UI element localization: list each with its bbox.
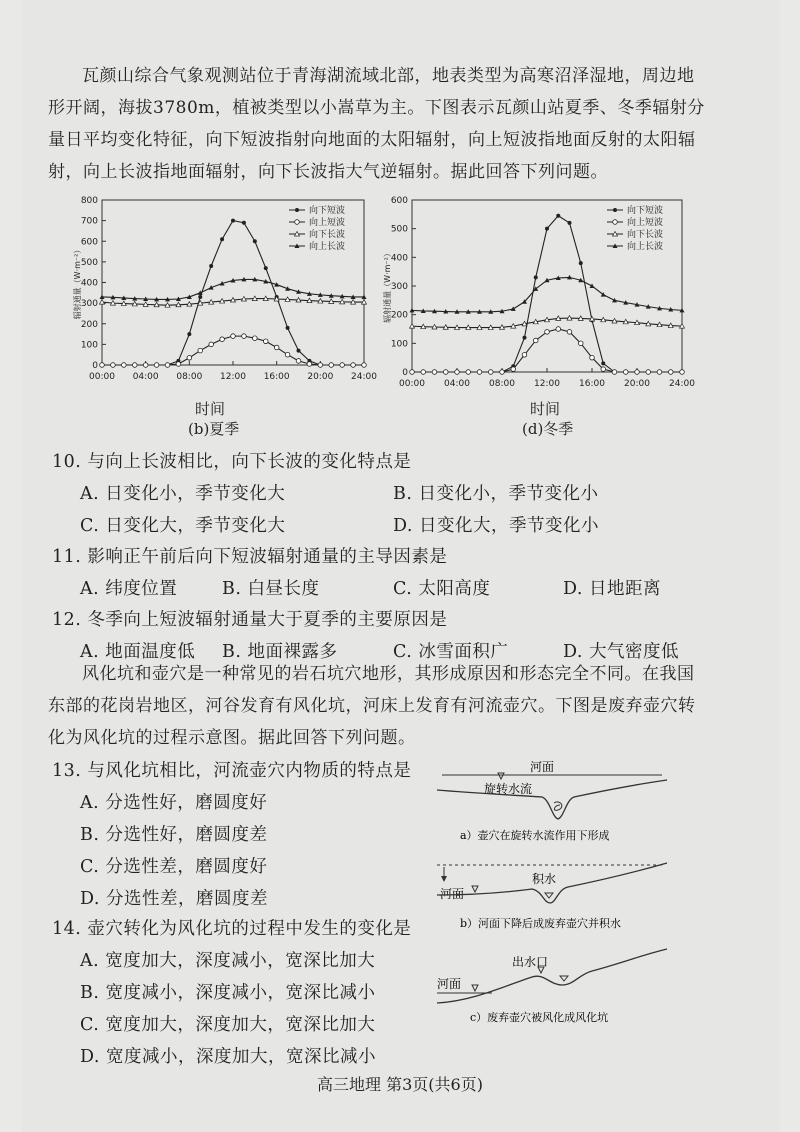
a-caption: a）壶穴在旋转水流作用下形成	[460, 829, 610, 842]
data-point	[590, 355, 595, 360]
pothole-diagram	[432, 755, 682, 1030]
data-point	[421, 370, 426, 375]
data-point	[657, 370, 662, 375]
data-point	[220, 337, 225, 342]
data-point	[296, 359, 301, 364]
data-point	[488, 370, 493, 375]
data-point	[680, 370, 685, 375]
diagram-panel-b	[437, 863, 667, 930]
x-tick-label: 00:00	[89, 372, 115, 382]
data-point	[432, 370, 437, 375]
q14-option-b[interactable]: B. 宽度减小，深度减小，宽深比减小	[80, 983, 376, 1003]
data-point	[567, 330, 572, 335]
data-point	[545, 227, 549, 231]
y-axis-label: 辐射通量（W·m⁻²）	[383, 249, 392, 323]
y-tick-label: 200	[390, 310, 408, 321]
a-flow-label: 旋转水流	[484, 782, 533, 796]
y-tick-label: 100	[390, 339, 408, 350]
q10-option-a[interactable]: A. 日变化小，季节变化大	[80, 484, 286, 504]
series-line-向上短波	[412, 329, 682, 372]
data-point	[578, 341, 583, 346]
x-tick-label: 12:00	[534, 379, 560, 389]
data-point	[455, 370, 460, 375]
q10-stem: 10. 与向上长波相比，向下长波的变化特点是	[52, 452, 412, 472]
data-point	[362, 363, 367, 368]
data-point	[500, 370, 505, 375]
q14-stem: 14. 壶穴转化为风化坑的过程中发生的变化是	[52, 919, 412, 939]
legend-marker	[613, 208, 617, 212]
x-tick-label: 08:00	[176, 372, 203, 382]
data-point	[198, 295, 202, 299]
data-point	[556, 214, 560, 218]
y-axis-label: 辐射通量（W·m⁻²）	[73, 245, 82, 320]
x-tick-label: 04:00	[132, 372, 159, 382]
y-tick-label: 500	[390, 224, 408, 235]
data-point	[668, 370, 673, 375]
y-tick-label: 0	[402, 368, 408, 378]
data-point	[187, 355, 192, 360]
y-tick-label: 500	[80, 257, 98, 268]
data-point	[523, 336, 527, 340]
data-point	[100, 363, 105, 368]
b-river-label: 河面	[440, 887, 465, 901]
data-point	[601, 361, 605, 365]
data-point	[511, 367, 516, 372]
data-point	[253, 336, 258, 341]
x-tick-label: 08:00	[489, 379, 515, 389]
c-river-label: 河面	[437, 977, 462, 991]
legend-label: 向下短波	[309, 206, 346, 216]
q10-option-c[interactable]: C. 日变化大，季节变化大	[80, 516, 286, 536]
summer-caption: (b)夏季	[188, 420, 240, 438]
x-tick-label: 20:00	[624, 379, 650, 389]
x-tick-label: 24:00	[669, 379, 695, 389]
q11-option-d[interactable]: D. 日地距离	[563, 579, 662, 599]
legend-marker	[295, 208, 299, 212]
data-point	[176, 362, 181, 367]
x-tick-label: 20:00	[307, 372, 334, 382]
legend-label: 向上长波	[627, 242, 664, 252]
data-point	[601, 367, 606, 372]
x-tick-label: 16:00	[579, 379, 605, 389]
q14-option-c[interactable]: C. 宽度加大，深度加大，宽深比加大	[80, 1015, 376, 1035]
data-point	[623, 370, 628, 375]
q11-stem: 11. 影响正午前后向下短波辐射通量的主导因素是	[52, 547, 448, 567]
data-point	[556, 327, 561, 332]
q13-stem: 13. 与风化坑相比，河流壶穴内物质的特点是	[52, 761, 412, 781]
data-point	[410, 370, 415, 375]
data-point	[590, 284, 595, 289]
passage-weathering-pits: 风化坑和壶穴是一种常见的岩石坑穴地形，其形成原因和形态完全不同。在我国东部的花岗岩地区，河谷发育有风化坑，河床上发育有河流壶穴。下图是废弃壶穴转化为风化坑的过程示意图。据此回答下列问题。	[48, 664, 696, 748]
winter-caption: (d)冬季	[522, 420, 574, 438]
swirl-icon	[554, 802, 562, 810]
data-point	[187, 332, 191, 336]
data-point	[122, 363, 127, 368]
q13-option-b[interactable]: B. 分选性好，磨圆度差	[80, 825, 268, 845]
data-point	[579, 261, 583, 265]
data-point	[568, 221, 572, 225]
data-point	[231, 219, 235, 223]
data-point	[477, 370, 482, 375]
y-tick-label: 100	[80, 340, 98, 351]
data-point	[274, 345, 279, 350]
b-caption: b）河面下降后成废弃壶穴并积水	[460, 917, 622, 930]
data-point	[111, 363, 116, 368]
y-tick-label: 200	[80, 319, 98, 330]
data-point	[285, 352, 290, 357]
data-point	[264, 266, 268, 270]
c-caption: c）废弃壶穴被风化成风化坑	[470, 1011, 609, 1024]
data-point	[545, 330, 550, 335]
legend-label: 向上短波	[309, 218, 346, 228]
q12-stem: 12. 冬季向上短波辐射通量大于夏季的主要原因是	[52, 610, 448, 630]
data-point	[198, 348, 203, 353]
data-point	[533, 338, 538, 343]
intro-paragraph: 瓦颜山综合气象观测站位于青海湖流域北部，地表类型为高寒沼泽湿地，周边地形开阔，海拔3780m，植被类型以小嵩草为主。下图表示瓦颜山站夏季、冬季辐射分量日平均变化特征，向下短波指射向地面的太阳辐射，向上短波指地面反射的太阳辐射，向上长波指地面辐射，向下长波指大气逆辐射。据此回答下列问题。	[48, 66, 705, 182]
x-tick-label: 24:00	[351, 372, 377, 382]
data-point	[612, 370, 617, 375]
q13-option-c[interactable]: C. 分选性差，磨圆度好	[80, 857, 268, 877]
data-point	[231, 334, 236, 339]
data-point	[466, 370, 471, 375]
y-tick-label: 300	[390, 282, 408, 292]
q13-option-a[interactable]: A. 分选性好，磨圆度好	[80, 793, 268, 813]
summer-x-label: 时间	[195, 400, 226, 418]
diagram-panel-c	[437, 949, 667, 1024]
data-point	[143, 363, 148, 368]
data-point	[511, 306, 516, 311]
data-point	[154, 363, 159, 368]
q12-option-b[interactable]: B. 地面裸露多	[222, 642, 338, 662]
q10-option-b[interactable]: B. 日变化小，季节变化小	[393, 484, 599, 504]
data-point	[242, 334, 247, 339]
x-tick-label: 12:00	[220, 372, 246, 382]
water-level-icon	[498, 773, 504, 779]
q13-option-d[interactable]: D. 分选性差，磨圆度差	[80, 889, 269, 909]
series-line-向上长波	[412, 277, 682, 311]
page-footer: 高三地理 第3页(共6页)	[317, 1075, 483, 1094]
data-point	[253, 239, 257, 243]
diagram-panel-a	[437, 760, 667, 842]
legend-label: 向下短波	[627, 206, 664, 216]
y-tick-label: 0	[92, 361, 98, 371]
data-point	[612, 298, 617, 303]
data-point	[286, 326, 290, 330]
q14-option-a[interactable]: A. 宽度加大，深度减小，宽深比加大	[80, 951, 376, 971]
data-point	[534, 275, 538, 279]
y-tick-label: 800	[80, 196, 98, 206]
y-tick-label: 300	[80, 299, 98, 310]
data-point	[209, 342, 214, 347]
b-water-level-icon	[472, 886, 478, 892]
data-point	[329, 363, 334, 368]
legend-label: 向上短波	[627, 218, 664, 228]
data-point	[443, 370, 448, 375]
data-point	[635, 370, 640, 375]
c-outlet-label: 出水口	[512, 955, 549, 969]
data-point	[522, 353, 527, 358]
q12-option-c[interactable]: C. 冰雪面积广	[393, 642, 509, 662]
a-river-label: 河面	[530, 760, 555, 774]
legend-label: 向下长波	[309, 230, 346, 240]
data-point	[132, 363, 137, 368]
legend-label: 向下长波	[627, 230, 664, 240]
y-tick-label: 400	[80, 278, 98, 289]
data-point	[318, 363, 323, 368]
q11-option-b[interactable]: B. 白昼长度	[222, 579, 320, 599]
data-point	[242, 221, 246, 225]
q10-option-d[interactable]: D. 日变化大，季节变化小	[393, 516, 600, 536]
y-tick-label: 600	[390, 196, 408, 206]
y-tick-label: 700	[80, 216, 98, 227]
q14-option-d[interactable]: D. 宽度减小，深度加大，宽深比减小	[80, 1047, 377, 1067]
data-point	[646, 370, 651, 375]
legend-label: 向上长波	[309, 242, 346, 252]
y-tick-label: 400	[390, 253, 408, 264]
b-water-label: 积水	[532, 872, 557, 886]
data-point	[165, 363, 170, 368]
legend-marker	[295, 220, 300, 225]
data-point	[209, 264, 213, 268]
x-tick-label: 16:00	[263, 372, 290, 382]
x-tick-label: 04:00	[444, 379, 470, 389]
data-point	[307, 362, 312, 367]
data-point	[297, 349, 301, 353]
q12-option-a[interactable]: A. 地面温度低	[80, 642, 196, 662]
q11-option-a[interactable]: A. 纬度位置	[80, 579, 178, 599]
y-tick-label: 600	[80, 237, 98, 248]
winter-x-label: 时间	[530, 400, 561, 418]
x-tick-label: 00:00	[399, 379, 425, 389]
data-point	[351, 363, 356, 368]
data-point	[340, 363, 345, 368]
q12-option-d[interactable]: D. 大气密度低	[563, 642, 680, 662]
q11-option-c[interactable]: C. 太阳高度	[393, 579, 491, 599]
data-point	[220, 237, 224, 241]
legend-marker	[613, 220, 618, 225]
data-point	[263, 339, 268, 344]
series-line-向上短波	[102, 336, 364, 365]
